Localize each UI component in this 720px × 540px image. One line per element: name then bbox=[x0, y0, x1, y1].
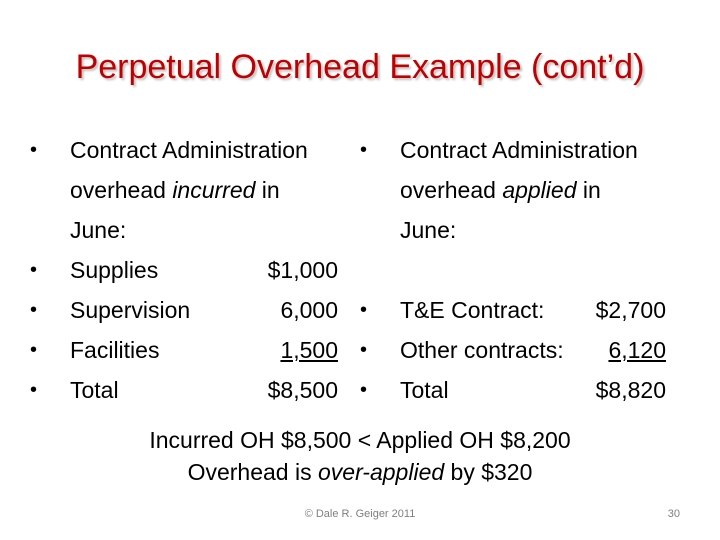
incurred-intro-line1: Contract Administration bbox=[70, 137, 308, 163]
item-amount: 1,500 bbox=[280, 337, 338, 363]
item-label: Total bbox=[70, 377, 119, 403]
incurred-column bbox=[30, 130, 350, 410]
applied-intro-line3: June: bbox=[400, 217, 457, 243]
item-label: Facilities bbox=[70, 337, 160, 363]
incurred-emphasis: incurred bbox=[172, 177, 256, 203]
summary bbox=[0, 424, 720, 488]
bullet-icon: • bbox=[30, 379, 38, 401]
incurred-intro-line3: June: bbox=[70, 217, 127, 243]
copyright-footer: © Dale R. Geiger 2011 bbox=[304, 508, 416, 520]
item-amount: $8,500 bbox=[267, 377, 338, 403]
list-item bbox=[360, 330, 690, 370]
summary-line2: Overhead is over-applied by $320 bbox=[187, 459, 533, 485]
item-amount: $8,820 bbox=[595, 377, 666, 403]
page-number: 30 bbox=[667, 508, 680, 520]
bullet-icon: • bbox=[360, 299, 368, 321]
list-item bbox=[360, 130, 690, 170]
list-item bbox=[30, 250, 350, 290]
item-amount: 6,000 bbox=[280, 297, 338, 323]
item-label: Other contracts: bbox=[400, 337, 564, 363]
summary-line1: Incurred OH $8,500 < Applied OH $8,200 bbox=[149, 427, 571, 453]
item-amount: $1,000 bbox=[267, 257, 338, 283]
item-amount: 6,120 bbox=[608, 337, 666, 363]
item-label: T&E Contract: bbox=[400, 297, 545, 323]
item-amount: $2,700 bbox=[595, 297, 666, 323]
over-applied-emphasis: over-applied bbox=[317, 459, 445, 485]
applied-emphasis: applied bbox=[502, 177, 577, 203]
bullet-icon: • bbox=[30, 299, 38, 321]
list-item bbox=[30, 330, 350, 370]
incurred-intro-line2: overhead incurred in bbox=[70, 177, 280, 203]
bullet-icon: • bbox=[30, 259, 38, 281]
item-label: Total bbox=[400, 377, 449, 403]
bullet-icon: • bbox=[360, 139, 368, 161]
item-label: Supervision bbox=[70, 297, 191, 323]
list-item bbox=[360, 290, 690, 330]
bullet-icon: • bbox=[360, 339, 368, 361]
applied-intro-line2: overhead applied in bbox=[400, 177, 601, 203]
list-item bbox=[360, 370, 690, 410]
bullet-icon: • bbox=[30, 339, 38, 361]
list-item bbox=[30, 130, 350, 170]
applied-column bbox=[360, 130, 690, 410]
slide-title: Perpetual Overhead Example (cont’d) bbox=[75, 48, 645, 86]
bullet-icon: • bbox=[360, 379, 368, 401]
list-item bbox=[30, 370, 350, 410]
bullet-icon: • bbox=[30, 139, 38, 161]
applied-intro-line1: Contract Administration bbox=[400, 137, 638, 163]
item-label: Supplies bbox=[70, 257, 159, 283]
list-item bbox=[30, 290, 350, 330]
